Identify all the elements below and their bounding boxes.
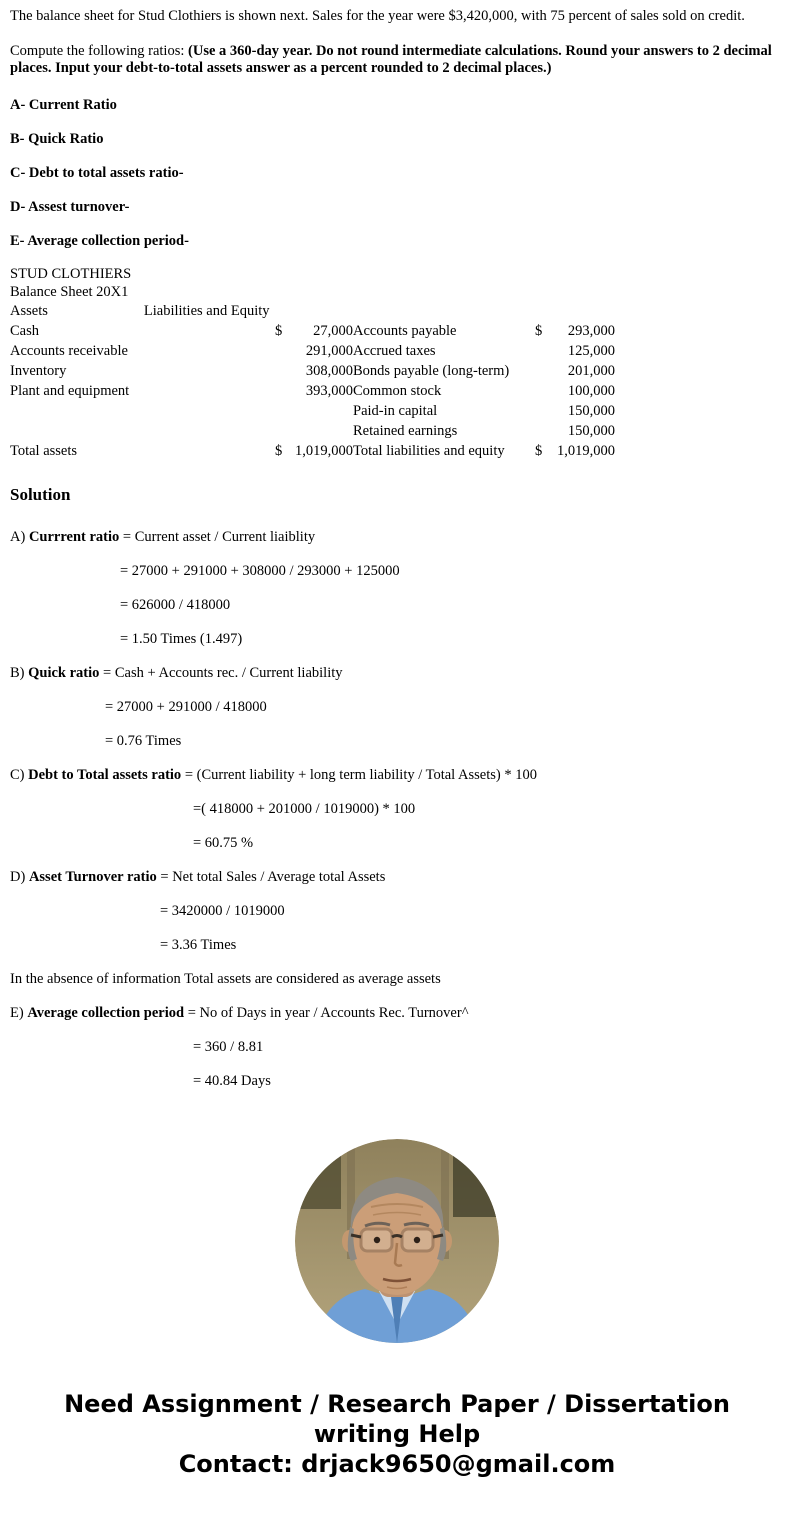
ratio-item-a: A- Current Ratio — [10, 96, 117, 113]
asset-value — [275, 401, 353, 421]
solution-line-c: C) Debt to Total assets ratio = (Current liability + long term liability / Total Assets) * 100 — [10, 766, 537, 783]
man-portrait-photo — [295, 1139, 499, 1343]
asset-name: Accounts receivable — [10, 342, 128, 359]
footer-contact-line: Contact: drjack9650@gmail.com — [178, 1449, 616, 1478]
ratio-item-c: C- Debt to total assets ratio- — [10, 164, 184, 181]
liability-name: Accounts payable — [353, 322, 457, 339]
solution-step: = 27000 + 291000 / 418000 — [105, 698, 267, 715]
footer-help-text — [27, 1389, 767, 1479]
table-row-totals — [10, 441, 615, 461]
table-row — [10, 421, 615, 441]
asset-name: Inventory — [10, 362, 67, 379]
liability-name: Accrued taxes — [353, 342, 436, 359]
balance-sheet — [10, 265, 784, 461]
table-row — [10, 401, 615, 421]
liability-value: $ 293,000 — [535, 322, 615, 339]
liability-value: 150,000 — [567, 422, 615, 439]
liability-value: 100,000 — [567, 382, 615, 399]
solution-step: = 27000 + 291000 + 308000 / 293000 + 125000 — [120, 562, 400, 579]
asset-value: 291,000 — [305, 342, 353, 359]
footer-help-line: Need Assignment / Research Paper / Dissertation writing Help — [64, 1389, 730, 1448]
instructions-paragraph — [10, 43, 784, 78]
solution-step: = 626000 / 418000 — [120, 596, 231, 613]
solution-line-e: E) Average collection period = No of Days in year / Accounts Rec. Turnover^ — [10, 1004, 469, 1021]
asset-value: $ 27,000 — [275, 322, 353, 339]
ratio-item-e: E- Average collection period- — [10, 232, 189, 249]
ratio-item-b: B- Quick Ratio — [10, 130, 104, 147]
avatar — [295, 1139, 499, 1343]
solution-heading: Solution — [10, 484, 71, 504]
solution-note: In the absence of information Total assets are considered as average assets — [10, 970, 441, 987]
solution-step: = 1.50 Times (1.497) — [120, 630, 243, 647]
table-row — [10, 381, 615, 401]
balance-sheet-subtitle: Balance Sheet 20X1 — [10, 283, 129, 300]
liability-name: Retained earnings — [353, 422, 458, 439]
solution-line-d: D) Asset Turnover ratio = Net total Sales / Average total Assets — [10, 868, 386, 885]
liability-name: Total liabilities and equity — [353, 442, 505, 459]
liability-value: 150,000 — [567, 402, 615, 419]
currency-sign: $ — [275, 322, 283, 339]
balance-sheet-table — [10, 321, 615, 461]
ratio-item-d: D- Assest turnover- — [10, 198, 130, 215]
liability-name: Bonds payable (long-term) — [353, 362, 510, 379]
solution-step: = 360 / 8.81 — [193, 1038, 264, 1055]
instructions-lead: Compute the following ratios: — [10, 42, 189, 59]
asset-value: 308,000 — [305, 362, 353, 379]
asset-value — [275, 421, 353, 441]
liability-value: 125,000 — [567, 342, 615, 359]
asset-name: Plant and equipment — [10, 382, 130, 399]
table-row — [10, 361, 615, 381]
solution-line-a: A) Currrent ratio = Current asset / Current liaiblity — [10, 528, 316, 545]
asset-value: $ 1,019,000 — [275, 442, 353, 459]
balance-sheet-title: STUD CLOTHIERS — [10, 265, 132, 282]
asset-name: Cash — [10, 322, 39, 339]
solution-line-b: B) Quick ratio = Cash + Accounts rec. / Current liability — [10, 664, 343, 681]
solution-step: = 40.84 Days — [193, 1072, 271, 1089]
asset-name — [10, 421, 275, 441]
asset-name — [10, 401, 275, 421]
balance-sheet-column-headers — [10, 301, 784, 321]
liability-value: $ 1,019,000 — [535, 442, 615, 459]
table-row — [10, 341, 615, 361]
liability-value: 201,000 — [567, 362, 615, 379]
intro-paragraph: The balance sheet for Stud Clothiers is shown next. Sales for the year were $3,420,000, with 75 percent of sales sold on credit. — [10, 8, 745, 24]
liability-name: Common stock — [353, 382, 442, 399]
solution-step: = 0.76 Times — [105, 732, 182, 749]
liabilities-header: Liabilities and Equity — [143, 302, 270, 319]
solution-step: = 3.36 Times — [160, 936, 237, 953]
instructions-bold: (Use a 360-day year. Do not round intermediate calculations. Round your answers to 2 decimal places. Input your debt-to-total assets answer as a percent rounded to 2 decimal places.) — [10, 42, 772, 76]
solution-step: = 3420000 / 1019000 — [160, 902, 285, 919]
table-row — [10, 321, 615, 341]
currency-sign: $ — [535, 322, 543, 339]
liability-name: Paid-in capital — [353, 402, 438, 419]
asset-value: 393,000 — [305, 382, 353, 399]
assets-header: Assets — [10, 302, 48, 319]
asset-name: Total assets — [10, 442, 78, 459]
solution-step: =( 418000 + 201000 / 1019000) * 100 — [193, 800, 416, 817]
solution-step: = 60.75 % — [193, 834, 254, 851]
